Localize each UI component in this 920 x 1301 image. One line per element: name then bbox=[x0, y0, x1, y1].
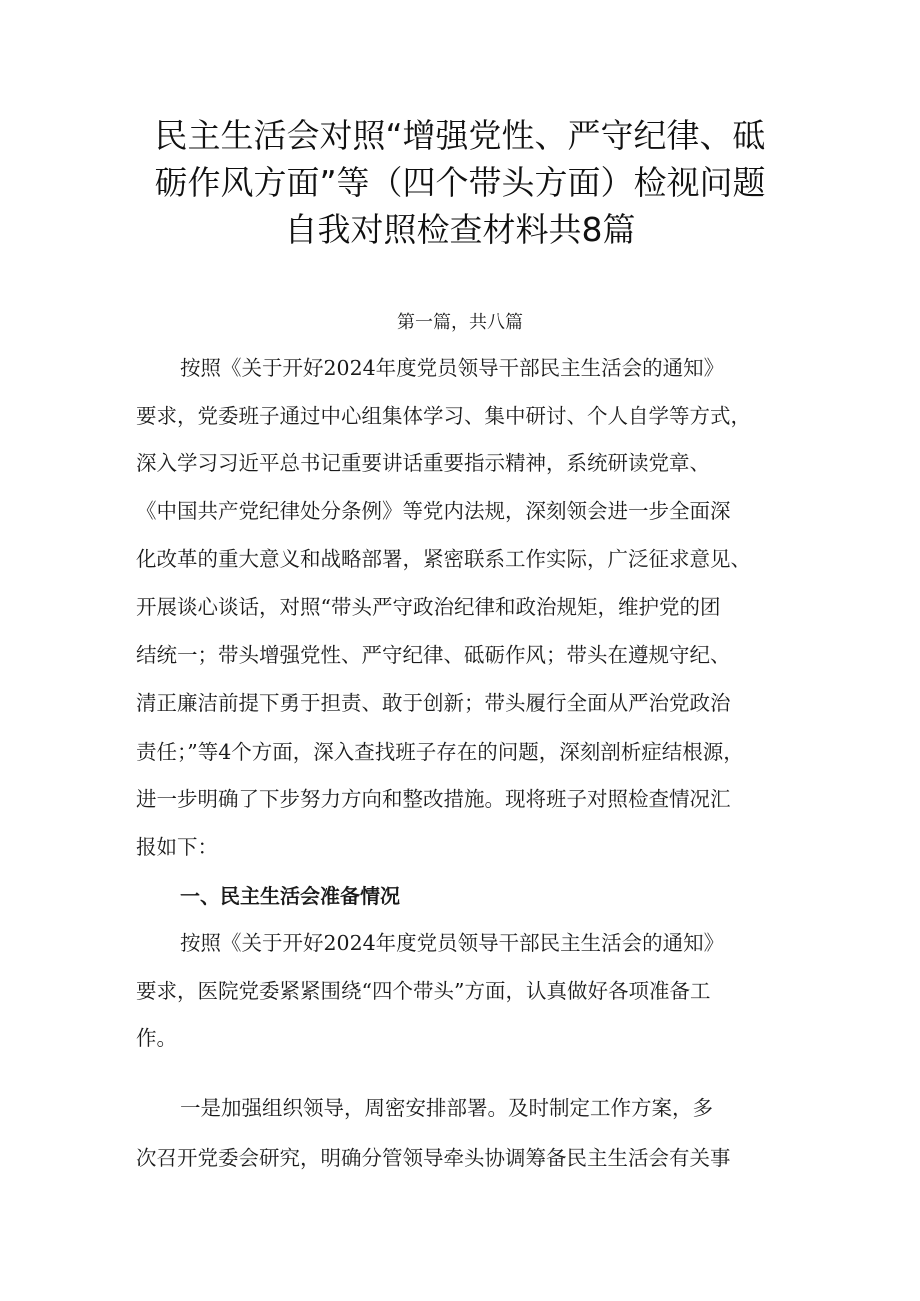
paragraph-2-line-2: 要求，医院党委紧紧围绕“四个带头”方面，认真做好各项准备工 bbox=[136, 979, 711, 1003]
section-heading-1: 一、民主生活会准备情况 bbox=[180, 884, 400, 908]
paragraph-1-line-7: 结统一；带头增强党性、严守纪律、砥砺作风；带头在遵规守纪、 bbox=[136, 643, 731, 667]
paragraph-3-line-2: 次召开党委会研究，明确分管领导牵头协调筹备民主生活会有关事 bbox=[136, 1146, 731, 1170]
paragraph-3-line-1: 一是加强组织领导，周密安排部署。及时制定工作方案，多 bbox=[180, 1096, 713, 1120]
title-line-2: 砺作风方面”等（四个带头方面）检视问题 bbox=[154, 163, 766, 202]
document-subtitle: 第一篇，共八篇 bbox=[397, 312, 523, 333]
document-title bbox=[100, 112, 820, 253]
paragraph-1-line-8: 清正廉洁前提下勇于担责、敢于创新；带头履行全面从严治党政治 bbox=[136, 691, 731, 715]
paragraph-1-line-11: 报如下： bbox=[136, 835, 218, 859]
paragraph-1-line-2: 要求，党委班子通过中心组集体学习、集中研讨、个人自学等方式， bbox=[136, 404, 751, 428]
paragraph-2-line-1: 按照《关于开好2024年度党员领导干部民主生活会的通知》 bbox=[180, 931, 725, 955]
paragraph-1-line-6: 开展谈心谈话，对照“带头严守政治纪律和政治规矩，维护党的团 bbox=[136, 595, 721, 619]
paragraph-1-line-9: 责任；”等4个方面，深入查找班子存在的问题，深刻剖析症结根源， bbox=[136, 740, 744, 764]
title-line-3: 自我对照检查材料共8篇 bbox=[284, 210, 636, 249]
paragraph-2-line-3: 作。 bbox=[136, 1026, 177, 1050]
paragraph-1-line-4: 《中国共产党纪律处分条例》等党内法规，深刻领会进一步全面深 bbox=[136, 499, 731, 523]
paragraph-1-line-10: 进一步明确了下步努力方向和整改措施。现将班子对照检查情况汇 bbox=[136, 787, 731, 811]
paragraph-1-line-5: 化改革的重大意义和战略部署，紧密联系工作实际，广泛征求意见、 bbox=[136, 547, 751, 571]
paragraph-1-line-1: 按照《关于开好2024年度党员领导干部民主生活会的通知》 bbox=[180, 356, 725, 380]
title-line-1: 民主生活会对照“增强党性、严守纪律、砥 bbox=[154, 116, 766, 155]
paragraph-1-line-3: 深入学习习近平总书记重要讲话重要指示精神，系统研读党章、 bbox=[136, 451, 710, 475]
